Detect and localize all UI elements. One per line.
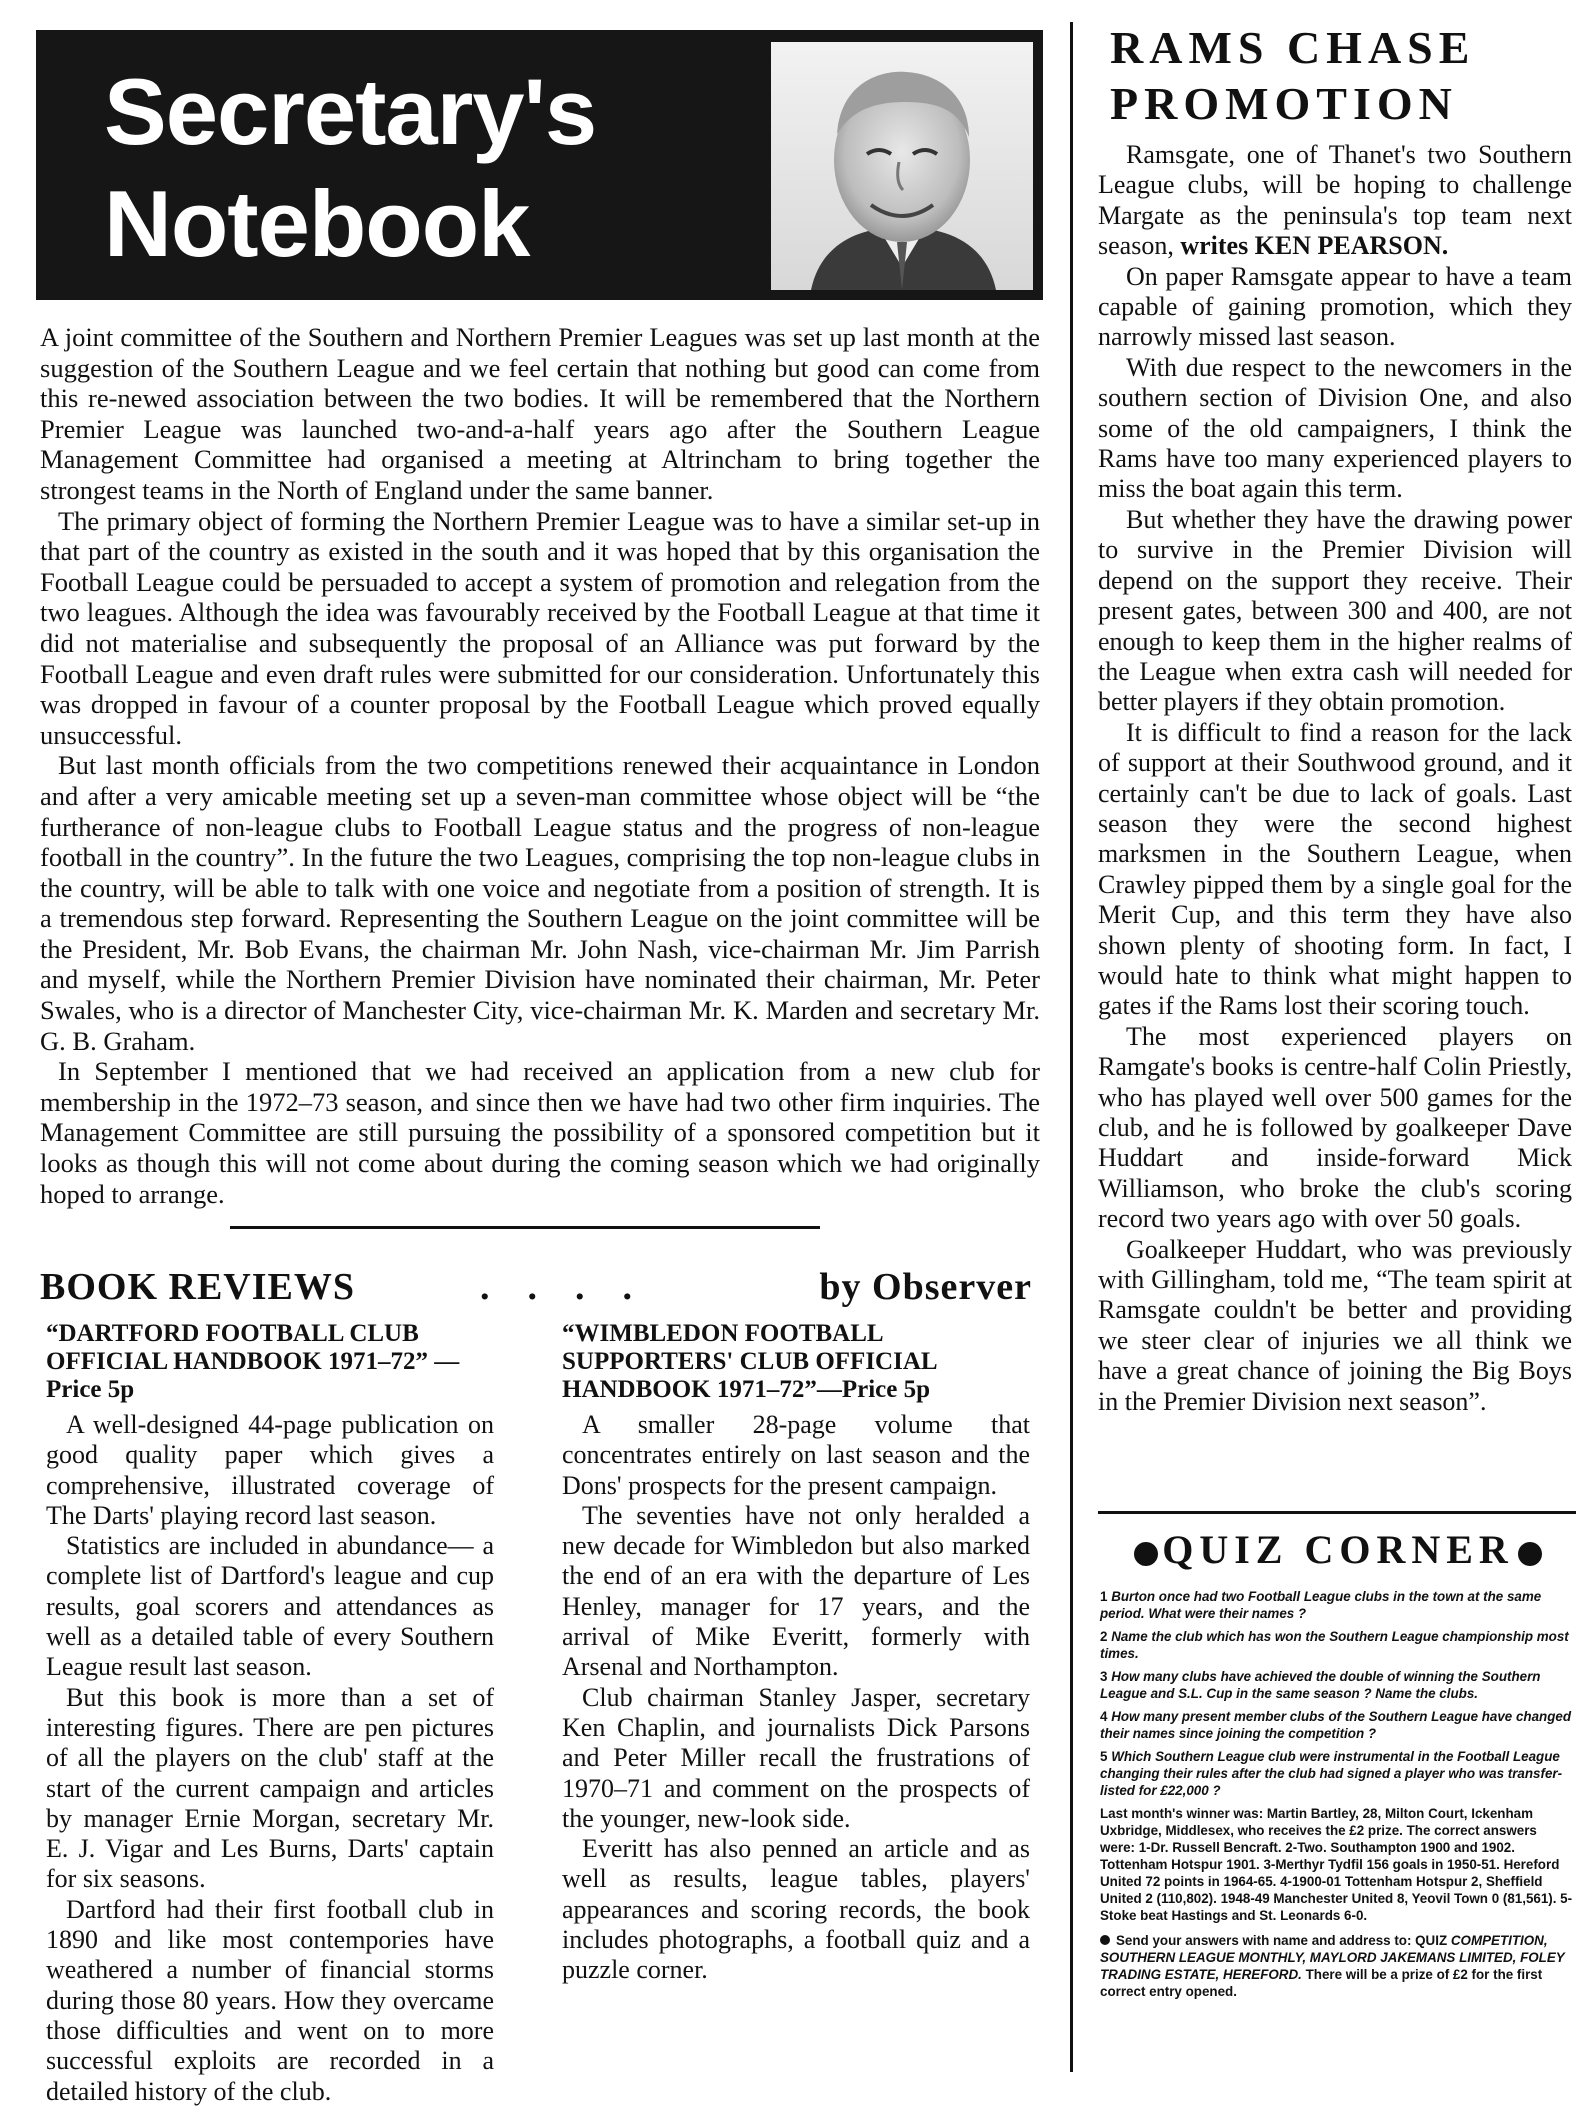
- book-reviews-heading: [40, 1262, 1040, 1312]
- bullet-icon: [1100, 1935, 1110, 1945]
- book-reviews-byline: by Observer: [819, 1266, 1032, 1308]
- quiz-question-text: How many present member clubs of the Southern League have changed their names since joining the competition ?: [1100, 1709, 1572, 1741]
- review-paragraph: A well-designed 44-page publication on good quality paper which gives a comprehensive, illustrated coverage of The Darts' playing record last season.: [46, 1410, 494, 1530]
- rams-paragraph: But whether they have the drawing power to survive in the Premier Division will depend on the support they receive. Their present gates, between 300 and 400, are not enough to keep them in the higher realms of the League when extra cash will needed for better players if they obtain promotion.: [1098, 504, 1572, 717]
- quiz-question-number: 3: [1100, 1669, 1108, 1684]
- bullet-icon: [1134, 1542, 1158, 1566]
- bullet-icon: [1518, 1542, 1542, 1566]
- rams-intro-paragraph: [1098, 140, 1572, 262]
- quiz-question-text: Name the club which has won the Southern League championship most times.: [1100, 1629, 1569, 1661]
- masthead-title-line1: Secretary's: [104, 59, 597, 164]
- review-dartford: [46, 1320, 494, 2107]
- quiz-question-number: 2: [1100, 1629, 1108, 1644]
- review-title: “DARTFORD FOOTBALL CLUB OFFICIAL HANDBOOK 1971–72” —Price 5p: [46, 1320, 460, 1403]
- quiz-question-text: Burton once had two Football League clubs in the town at the same period. What were their names ?: [1100, 1589, 1542, 1621]
- secretary-paragraph: In September I mentioned that we had received an application from a new club for membership in the 1972–73 season, and since then we have had two other firm inquiries. The Management Committee are still pursuing the possibility of a sponsored competition but it looks as though this will not come about during the coming season which we had originally hoped to arrange.: [40, 1056, 1040, 1209]
- secretary-paragraph: But last month officials from the two competitions renewed their acquaintance in London and after a very amicable meeting set up a seven-man committee whose object will be “the furtherance of non-league clubs to Football League status and the progress of non-league football in the country”. In the future the two Leagues, comprising the top non-league clubs in the country, will be able to talk with one voice and negotiate from a position of strength. It is a tremendous step forward. Representing the Southern League on the joint committee will be the President, Mr. Bob Evans, the chairman Mr. John Nash, vice-chairman Mr. Jim Parrish and myself, while the Northern Premier Division have nominated their chairman, Mr. Peter Swales, who is a director of Manchester City, vice-chairman Mr. K. Marden and secretary Mr. G. B. Graham.: [40, 750, 1040, 1056]
- quiz-send-intro: Send your answers with name and address to: QUIZ: [1116, 1933, 1448, 1948]
- secretary-paragraph: The primary object of forming the Northern Premier League was to have a similar set-up in that part of the country as existed in the south and it was hoped that by this organisation the Football League could be persuaded to accept a system of promotion and relegation from the two leagues. Although the idea was favourably received by the Football League at that time it did not materialise and subsequently the proposal of an Alliance was put forward by the Football League and even draft rules were submitted for our consideration. Unfortunately this was dropped in favour of a counter proposal by the Football League which proved equally unsuccessful.: [40, 505, 1040, 750]
- quiz-question-text: How many clubs have achieved the double of winning the Southern League and S.L. Cup in the same season ? Name the clubs.: [1100, 1669, 1541, 1701]
- rams-byline: writes KEN PEARSON.: [1180, 231, 1449, 261]
- rams-intro: Ramsgate, one of Thanet's two Southern League clubs, will be hoping to challenge Margate as the peninsula's top team next season,: [1098, 140, 1572, 261]
- rams-paragraph: It is difficult to find a reason for the lack of support at their Southwood ground, and it certainly can't be due to lack of goals. Last season they were the second highest marksmen in the Southern League, when Crawley pipped them by a single goal for the Merit Cup, and this term they have also shown plenty of shooting form. In fact, I would hate to think what might happen to gates if the Rams lost their scoring touch.: [1098, 717, 1572, 1021]
- quiz-question: [1100, 1748, 1574, 1799]
- review-paragraph: Everitt has also penned an article and as well as results, league tables, players' appearances and scoring records, the book includes photographs, a football quiz and a puzzle corner.: [562, 1834, 1030, 1985]
- quiz-question: [1100, 1708, 1574, 1742]
- review-title: “WIMBLEDON FOOTBALL SUPPORTERS' CLUB OFFICIAL HANDBOOK 1971–72”—Price 5p: [562, 1320, 937, 1403]
- quiz-question: [1100, 1588, 1574, 1622]
- review-paragraph: The seventies have not only heralded a new decade for Wimbledon but also marked the end of an era with the departure of Les Henley, manager for 17 years, and the arrival of Mike Everitt, formerly with Arsenal and Northampton.: [562, 1500, 1030, 1682]
- review-paragraph: Statistics are included in abundance— a complete list of Dartford's league and cup results, goal scorers and attendances as well as a detailed table of every Southern League result last season.: [46, 1531, 494, 1682]
- rams-heading: [1110, 20, 1576, 132]
- rams-article-body: [1098, 140, 1572, 1417]
- secretary-article-body: [40, 322, 1040, 1209]
- review-paragraph: A smaller 28-page volume that concentrates entirely on last season and the Dons' prospects for the present campaign.: [562, 1410, 1030, 1500]
- review-wimbledon: [562, 1320, 1030, 1986]
- rams-paragraph: The most experienced players on Ramgate's books is centre-half Colin Priestly, who has played well over 500 games for the club, and he is followed by goalkeeper Dave Huddart and inside-forward Mick Williamson, who broke the club's scoring record two years ago with over 50 goals.: [1098, 1021, 1572, 1234]
- book-reviews-dots: ....: [480, 1266, 670, 1308]
- quiz-winner-text: Last month's winner was: Martin Bartley, 28, Milton Court, Ickenham Uxbridge, Middlesex, who receives the £2 prize. The correct answers were: 1-Dr. Russell Bencraft. 2-Two. Southampton 1900 and 1902. Tottenham Hotspur 1901. 3-Merthyr Tydfil 156 goals in 1950-51. Hereford United 72 points in 1964-65. 4-1900-01 Tottenham Hotspur 2, Sheffield United 2 (110,802). 1948-49 Manchester United 8, Yeovil Town 0 (81,561). 5-Stoke beat Hastings and St. Leonards 6-0.: [1100, 1806, 1573, 1923]
- quiz-question-number: 5: [1100, 1749, 1108, 1764]
- masthead-title: [104, 56, 596, 280]
- book-reviews-title: BOOK REVIEWS: [40, 1266, 356, 1308]
- quiz-question-number: 1: [1100, 1589, 1108, 1604]
- quiz-divider: [1098, 1511, 1576, 1514]
- rams-paragraph: With due respect to the newcomers in the southern section of Division One, and also some of the old campaigners, I think the Rams have too many experienced players to miss the boat again this term.: [1098, 352, 1572, 504]
- rams-heading-line1: RAMS CHASE: [1110, 22, 1476, 73]
- quiz-question: [1100, 1628, 1574, 1662]
- portrait-photo: [771, 42, 1033, 290]
- rams-paragraph: Goalkeeper Huddart, who was previously with Gillingham, told me, “The team spirit at Ramsgate couldn't be better and providing we steer clear of injuries we all think we have a great chance of joining the Big Boys in the Premier Division next season”.: [1098, 1234, 1572, 1416]
- review-paragraph: Club chairman Stanley Jasper, secretary Ken Chaplin, and journalists Dick Parsons and Peter Miller recall the frustrations of 1970–71 and comment on the prospects of the younger, new-look side.: [562, 1682, 1030, 1833]
- quiz-corner-body: [1100, 1588, 1574, 2000]
- column-divider: [1070, 22, 1073, 2072]
- review-paragraph: But this book is more than a set of interesting figures. There are pen pictures of all the players on the club' staff at the start of the current campaign and articles by manager Ernie Morgan, secretary Mr. E. J. Vigar and Les Burns, Darts' captain for six seasons.: [46, 1682, 494, 1894]
- quiz-corner-heading: [1100, 1524, 1576, 1576]
- secretary-paragraph: A joint committee of the Southern and Northern Premier Leagues was set up last month at the suggestion of the Southern League and we feel certain that nothing but good can come from this re-newed association between the two bodies. It will be remembered that the Northern Premier League was launched two-and-a-half years ago after the Southern League Management Committee had organised a meeting at Altrincham to bring together the strongest teams in the North of England under the same banner.: [40, 322, 1040, 505]
- quiz-send-instructions: [1100, 1932, 1574, 2000]
- rams-heading-line2: PROMOTION: [1110, 78, 1458, 129]
- quiz-corner-title: QUIZ CORNER: [1162, 1527, 1514, 1572]
- secretary-masthead: [36, 30, 1043, 300]
- quiz-question-number: 4: [1100, 1709, 1108, 1724]
- section-divider: [230, 1226, 820, 1229]
- quiz-send-address: COMPETITION, SOUTHERN LEAGUE MONTHLY, MAYLORD JAKEMANS LIMITED, FOLEY TRADING ESTATE, HEREFORD.: [1100, 1933, 1565, 1982]
- quiz-send-prize: There will be a prize of £2 for the first correct entry opened.: [1100, 1967, 1543, 1999]
- rams-paragraph: On paper Ramsgate appear to have a team capable of gaining promotion, which they narrowly missed last season.: [1098, 261, 1572, 352]
- masthead-title-line2: Notebook: [104, 171, 530, 276]
- quiz-question: [1100, 1668, 1574, 1702]
- review-paragraph: Dartford had their first football club in 1890 and like most contempories have weathered a number of financial storms during those 80 years. How they overcame those difficulties and went on to more successful exploits are recorded in a detailed history of the club.: [46, 1894, 494, 2106]
- quiz-question-text: Which Southern League club were instrumental in the Football League changing their rules after the club had signed a player who was transfer-listed for £22,000 ?: [1100, 1749, 1563, 1798]
